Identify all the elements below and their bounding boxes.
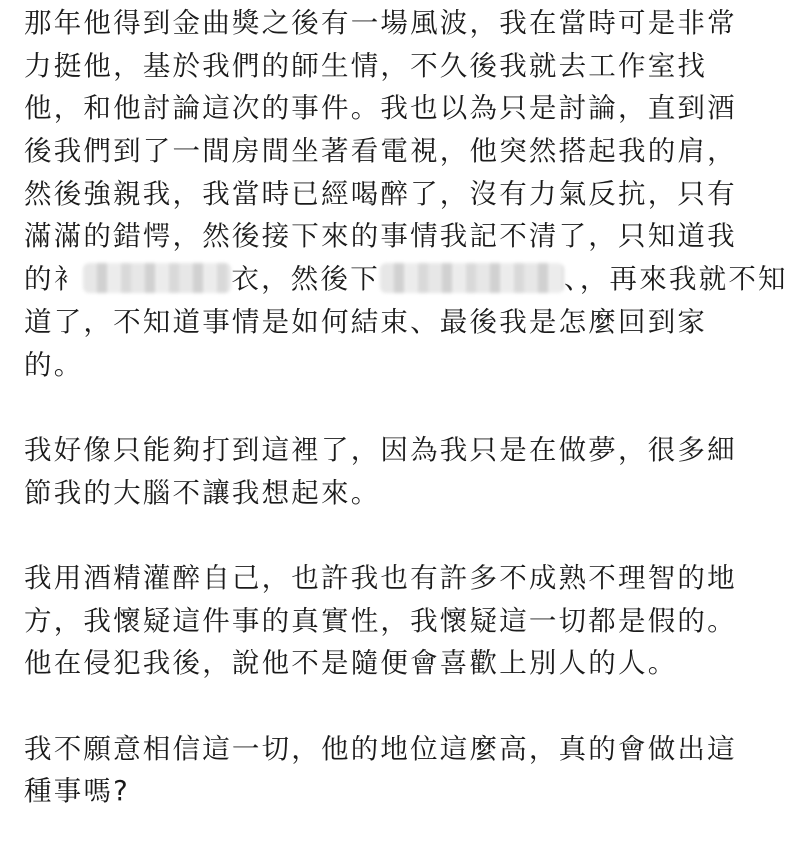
text-line: 我用酒精灌醉自己，也許我也有許多不成熟不理智的地: [24, 561, 737, 594]
text-line: 我不願意相信這一切，他的地位這麼高，真的會做出這: [24, 732, 737, 765]
text-line: 力挺他，基於我們的師生情，不久後我就去工作室找: [24, 49, 708, 82]
censor-blur: [83, 263, 231, 293]
text-line: 然後強親我，我當時已經喝醉了，沒有力氣反抗，只有: [24, 177, 737, 210]
paragraph-gap: [24, 514, 794, 557]
text-fragment: 衣，然後下: [231, 263, 380, 296]
paragraph-gap: [24, 685, 794, 728]
text-line: 他，和他討論這次的事件。我也以為只是討論，直到酒: [24, 92, 737, 125]
text-line: 節我的大腦不讓我想起來。: [24, 476, 381, 509]
text-line: 種事嗎?: [24, 775, 130, 808]
text-line: 方，我懷疑這件事的真實性，我懷疑這一切都是假的。: [24, 604, 737, 637]
post-body: [24, 2, 794, 813]
text-line: 道了，不知道事情是如何結束、最後我是怎麼回到家: [24, 305, 708, 338]
text-line: 他在侵犯我後，說他不是隨便會喜歡上別人的人。: [24, 647, 678, 680]
text-fragment: 的衤: [24, 263, 84, 296]
paragraph-4: [24, 728, 794, 813]
paragraph-2: [24, 429, 794, 514]
paragraph-gap: [24, 386, 794, 429]
text-fragment: 、，再來我就不知: [563, 263, 788, 296]
censor-blur: [380, 263, 564, 293]
text-line: 那年他得到金曲獎之後有一場風波，我在當時可是非常: [24, 7, 737, 39]
text-line: 的。: [24, 348, 84, 381]
text-line: 後我們到了一間房間坐著看電視，他突然搭起我的肩，: [24, 135, 737, 168]
paragraph-3: [24, 557, 794, 685]
text-line: 我好像只能夠打到這裡了，因為我只是在做夢，很多細: [24, 433, 737, 466]
text-line: 滿滿的錯愕，然後接下來的事情我記不清了，只知道我: [24, 220, 737, 253]
paragraph-1: [24, 2, 794, 386]
text-line-censored: [24, 258, 794, 301]
